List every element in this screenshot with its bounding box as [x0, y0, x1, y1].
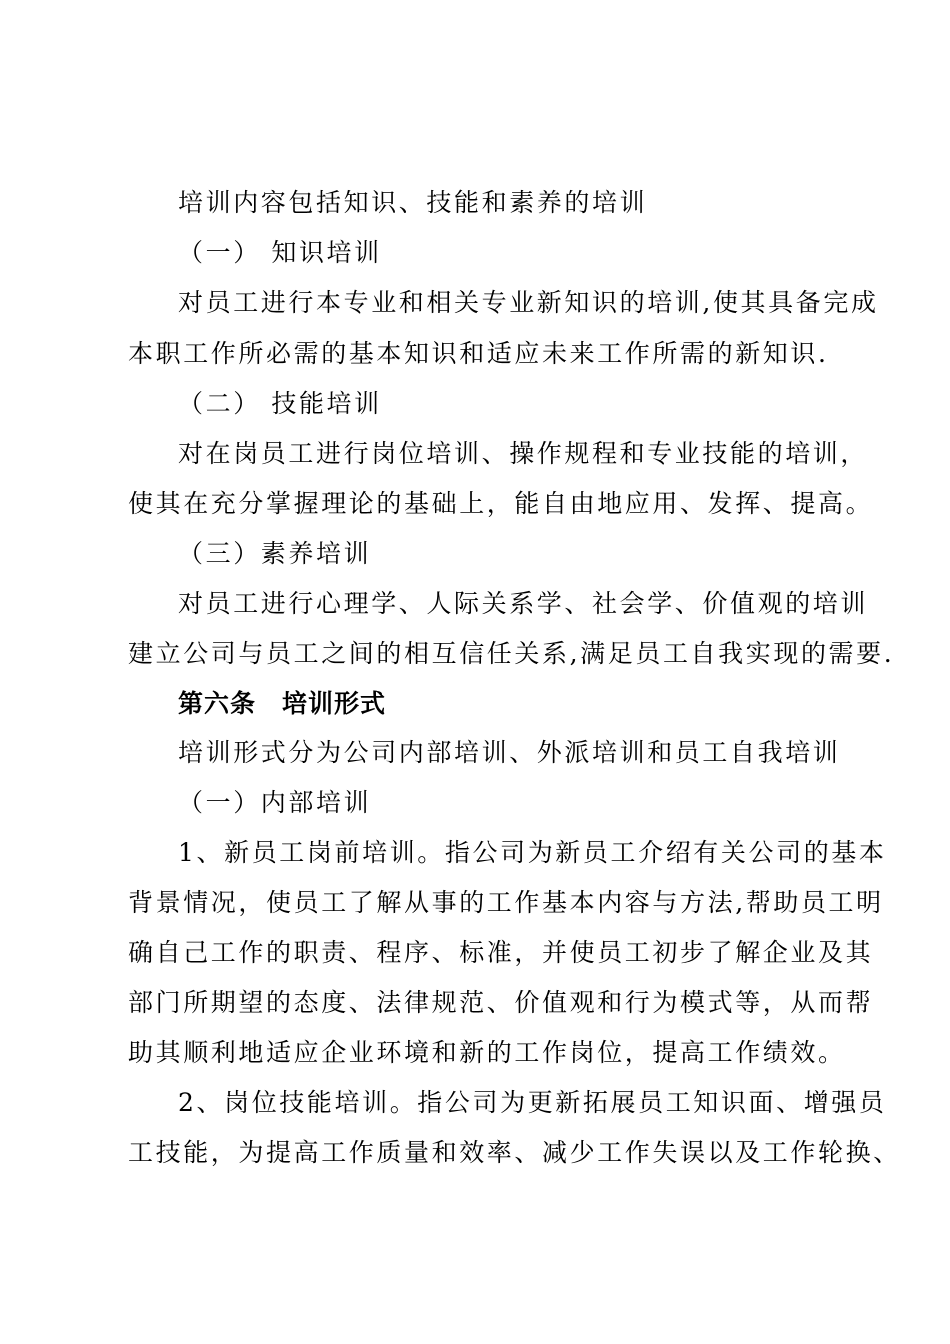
paragraph-new-employee-line-4: 部门所期望的态度、法律规范、价值观和行为模式等，从而帮 [128, 988, 874, 1017]
paragraph-quality-line-1: 对员工进行心理学、人际关系学、社会学、价值观的培训 [178, 589, 869, 618]
paragraph-forms-intro: 培训形式分为公司内部培训、外派培训和员工自我培训 [178, 738, 841, 767]
paragraph-new-employee-line-3: 确自己工作的职责、程序、标准，并使员工初步了解企业及其 [128, 938, 874, 967]
article-six-heading: 第六条 培训形式 [178, 689, 387, 718]
paragraph-quality-line-2: 建立公司与员工之间的相互信任关系,满足员工自我实现的需要. [128, 639, 895, 668]
subheading-knowledge-training: （一） 知识培训 [178, 238, 382, 267]
subheading-internal-training: （一）内部培训 [178, 788, 372, 817]
paragraph-post-skills-line-2: 工技能，为提高工作质量和效率、减少工作失误以及工作轮换、 [128, 1138, 901, 1167]
paragraph-new-employee-line-2: 背景情况，使员工了解从事的工作基本内容与方法,帮助员工明 [128, 888, 884, 917]
paragraph-new-employee-line-1: 1、新员工岗前培训。指公司为新员工介绍有关公司的基本 [178, 838, 887, 867]
subheading-quality-training: （三）素养培训 [178, 539, 372, 568]
paragraph-new-employee-line-5: 助其顺利地适应企业环境和新的工作岗位，提高工作绩效。 [128, 1038, 846, 1067]
subheading-skills-training: （二） 技能培训 [178, 389, 382, 418]
paragraph-knowledge-line-2: 本职工作所必需的基本知识和适应未来工作所需的新知识. [128, 339, 829, 368]
paragraph-intro: 培训内容包括知识、技能和素养的培训 [178, 188, 648, 217]
paragraph-skills-line-2: 使其在充分掌握理论的基础上，能自由地应用、发挥、提高。 [128, 489, 874, 518]
paragraph-post-skills-line-1: 2、岗位技能培训。指公司为更新拓展员工知识面、增强员 [178, 1088, 887, 1117]
paragraph-skills-line-1: 对在岗员工进行岗位培训、操作规程和专业技能的培训， [178, 439, 869, 468]
paragraph-knowledge-line-1: 对员工进行本专业和相关专业新知识的培训,使其具备完成 [178, 288, 879, 317]
